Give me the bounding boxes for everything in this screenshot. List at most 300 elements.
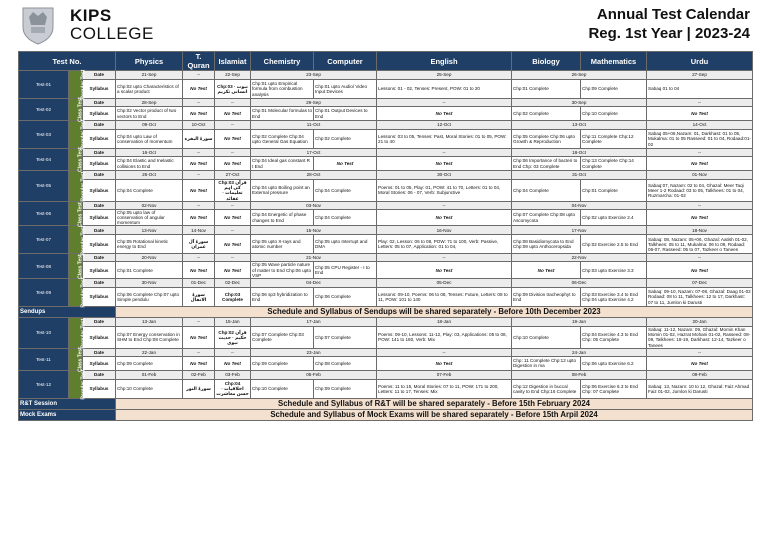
test-type-label: Class Test <box>77 147 84 173</box>
date-islamiat: -- <box>215 149 251 157</box>
test-type <box>69 70 87 100</box>
date-urdu: 18-Nov <box>647 226 753 235</box>
date-label: Date <box>83 254 116 262</box>
test-type <box>69 254 83 279</box>
calendar-body <box>19 71 753 421</box>
date-quran: -- <box>183 318 215 327</box>
date-physics: 16-Oct <box>116 149 183 157</box>
syllabus-mathematics: Chp:09 Complete <box>581 80 647 99</box>
syllabus-urdu: Sabaq: 08, Nazam: 05+06, Ghazal: Aatish 01-02, Talkhees: 05 to 11, Mukalma: 06 to 09, Rodaad: 06-07, Rasseed: 05 to 07, Tazkeer o Tanees <box>647 235 753 254</box>
test-type-label: Regular Test <box>80 369 87 400</box>
college-crest-icon <box>20 5 56 45</box>
date-islamiat: 22-Sep <box>215 71 251 80</box>
date-chem-computer: 03-Nov <box>251 201 377 209</box>
brand-name: KIPS <box>70 6 112 25</box>
syllabus-mathematics: Chp:01 Complete <box>581 180 647 202</box>
syllabus-chemistry: Chp:10 Complete <box>251 379 314 398</box>
syllabus-urdu: No Test <box>647 209 753 226</box>
date-chem-computer: 23-Sep <box>251 71 377 80</box>
col-computer: Computer <box>314 52 377 71</box>
syllabus-islamiat: Chp:03 قرآن کی اہم تعلیمات · عقائد <box>215 180 251 202</box>
test-type <box>69 318 87 349</box>
date-chem-computer: 29-Sep <box>251 99 377 107</box>
syllabus-computer: Chp:01 Output Devices to End <box>314 107 377 121</box>
test-type <box>69 120 87 150</box>
syllabus-label: Syllabus <box>83 180 116 202</box>
syllabus-mathematics: Chp:03 upto Exercise 3.3 <box>581 262 647 279</box>
date-bio-math: 24-Jan <box>512 348 647 356</box>
date-bio-math: 22-Nov <box>512 254 647 262</box>
test-type-label: Class Test <box>77 254 84 280</box>
syllabus-row <box>19 130 753 149</box>
col-biology: Biology <box>512 52 581 71</box>
date-chem-computer: 21-Nov <box>251 254 377 262</box>
date-urdu: -- <box>647 201 753 209</box>
date-english: 12-Oct <box>377 121 512 130</box>
syllabus-mathematics: Chp:13 Complete Chp:14 Complete <box>581 157 647 171</box>
mock-note: Schedule and Syllabus of Mock Exams will be shared separately - Before 15th Arpil 2024 <box>116 409 753 420</box>
syllabus-label: Syllabus <box>83 262 116 279</box>
syllabus-biology: Chp:12 Digestion in buccal cavity to End Chp:16 Complete <box>512 379 581 398</box>
syllabus-physics: Chp:04 Elastic and Inelastic collisions to End <box>116 157 183 171</box>
syllabus-label: Syllabus <box>83 209 116 226</box>
date-islamiat: 15-Jan <box>215 318 251 327</box>
date-islamiat: -- <box>215 226 251 235</box>
syllabus-english: No Test <box>377 107 512 121</box>
syllabus-row <box>19 262 753 279</box>
test-name: Test-01 <box>19 71 69 99</box>
syllabus-row <box>19 157 753 171</box>
syllabus-computer: Chp:06 Complete <box>314 288 377 307</box>
syllabus-urdu: Sabaq 01 to 04 <box>647 80 753 99</box>
syllabus-quran: سورۃ النور <box>183 379 215 398</box>
date-urdu: 27-Sep <box>647 71 753 80</box>
syllabus-quran: No Test <box>183 107 215 121</box>
syllabus-physics: Chp:05 upto law of conservation of angular momentum <box>116 209 183 226</box>
syllabus-mathematics: Chp:10 Complete <box>581 107 647 121</box>
syllabus-quran: No Test <box>183 180 215 202</box>
syllabus-english: Lessons: 09-10, Poems: 06 to 08, Tenses: Future, Letters: 08 to 11, POW: 101 to 140 <box>377 288 512 307</box>
date-physics: 09-Oct <box>116 121 183 130</box>
test-type-label: Class Test <box>77 201 84 227</box>
date-physics: 26-Oct <box>116 171 183 180</box>
syllabus-urdu: Sabaq 05+06,Nazam: 01, Darkhast: 01 to 05, Mukalma: 01 to 05 Rasseed: 01 to 04, Rodaad:01-02 <box>648 131 751 147</box>
syllabus-quran: No Test <box>183 209 215 226</box>
syllabus-mathematics: Chp:06 Exercise 6.3 to End Chp: 07 Complete <box>581 379 647 398</box>
date-label: Date <box>83 149 116 157</box>
syllabus-islamiat: No Test <box>215 262 251 279</box>
syllabus-row <box>19 80 753 99</box>
syllabus-row <box>19 209 753 226</box>
date-row <box>19 279 753 288</box>
date-label: Date <box>83 348 116 356</box>
date-chem-computer: 11-Oct <box>251 121 377 130</box>
syllabus-biology: No Test <box>512 262 581 279</box>
test-calendar-table <box>18 51 753 421</box>
date-english: -- <box>377 348 512 356</box>
date-label: Date <box>83 318 116 327</box>
syllabus-computer: Chp:01 upto Audio/ Video Input Devices <box>314 80 377 99</box>
syllabus-chemistry: Chp:05 Wave particle nature of matter to End Chp:06 upto VSP <box>251 262 314 279</box>
date-label: Date <box>83 121 116 130</box>
date-islamiat: 03-Feb <box>215 370 251 379</box>
syllabus-computer: No Test <box>314 157 377 171</box>
syllabus-english: Poems: 09-10, Lessons: 11-12, Play: 03, Applications: 05 to 08, POW: 141 to 180, Verb: Mix <box>377 327 512 349</box>
date-physics: 01-Feb <box>116 370 183 379</box>
date-chem-computer: 04-Dec <box>251 279 377 288</box>
syllabus-mathematics: Chp:02 Exercise 2.5 to End <box>581 235 647 254</box>
date-label: Date <box>83 279 116 288</box>
syllabus-urdu: Sabaq: 13, Nazam: 10 to 12, Ghazal: Faiz Ahmad Faiz 01-02, Jumlon ki Darusti <box>647 379 753 398</box>
syllabus-quran: سورۃ البقرہ <box>183 130 215 149</box>
syllabus-quran: No Test <box>183 327 215 349</box>
syllabus-row <box>19 288 753 307</box>
sendups-row <box>19 307 753 318</box>
col-physics: Physics <box>116 52 183 71</box>
syllabus-islamiat: No Test <box>215 130 251 149</box>
syllabus-chemistry: Chp:04 Energetic of phase changes to End <box>251 209 314 226</box>
syllabus-chemistry: Chp:05 upto X-rays and atomic number <box>251 235 314 254</box>
syllabus-label: Syllabus <box>83 130 116 149</box>
page-title: Annual Test Calendar <box>596 6 750 23</box>
test-type <box>69 225 87 256</box>
syllabus-english: Poems: 01 to 05, Play: 01, POW: 41 to 70, Letters: 01 to 04, Moral Stories: 06 - 07, Verb: Subjunctive <box>377 180 512 202</box>
date-row <box>19 171 753 180</box>
date-quran: -- <box>183 348 215 356</box>
syllabus-computer: Chp:05 upto Interrupt and DMA <box>314 235 377 254</box>
col-islamiat: Islamiat <box>215 52 251 71</box>
syllabus-urdu: No Test <box>647 356 753 370</box>
date-bio-math: 04-Nov <box>512 201 647 209</box>
date-quran: -- <box>183 254 215 262</box>
date-bio-math: 17-Nov <box>512 226 647 235</box>
test-type <box>69 201 83 226</box>
date-bio-math: 26-Sep <box>512 71 647 80</box>
syllabus-computer: Chp:02 Complete <box>314 130 377 149</box>
col-english: English <box>377 52 512 71</box>
syllabus-quran: سورۃ الانفال <box>183 288 215 307</box>
date-quran: -- <box>183 99 215 107</box>
syllabus-physics: Chp:09 Complete <box>116 356 183 370</box>
syllabus-computer: Chp:08 Complete <box>314 356 377 370</box>
test-type-label: Class Test <box>77 347 84 373</box>
syllabus-urdu: No Test <box>647 107 753 121</box>
mock-label: Mock Exams <box>19 409 116 420</box>
date-english: -- <box>377 254 512 262</box>
syllabus-label: Syllabus <box>83 235 116 254</box>
syllabus-chemistry: Chp:04 upto Boiling point an External pressure <box>251 180 314 202</box>
test-name: Test-07 <box>19 226 69 254</box>
date-physics: 30-Nov <box>116 279 183 288</box>
syllabus-quran: سورۃ آل عمران <box>183 235 215 254</box>
syllabus-biology: Chp:01 Complete <box>512 80 581 99</box>
date-urdu: -- <box>647 99 753 107</box>
date-row <box>19 348 753 356</box>
date-urdu: 14-Oct <box>647 121 753 130</box>
date-islamiat: -- <box>215 254 251 262</box>
date-urdu: -- <box>647 254 753 262</box>
syllabus-label: Syllabus <box>83 80 116 99</box>
date-urdu: 09-Feb <box>647 370 753 379</box>
syllabus-biology: Chp:04 Complete <box>512 180 581 202</box>
date-bio-math: 19-Jan <box>512 318 647 327</box>
syllabus-mathematics: Chp:06 upto Exercise 6.2 <box>581 356 647 370</box>
syllabus-biology: Chp:09 Division tracheophyt to End <box>512 288 581 307</box>
syllabus-islamiat: No Test <box>215 356 251 370</box>
date-physics: 21-Sep <box>116 71 183 80</box>
syllabus-row <box>19 107 753 121</box>
date-quran: -- <box>183 71 215 80</box>
date-bio-math: 18-Oct <box>512 149 647 157</box>
syllabus-label: Syllabus <box>83 379 116 398</box>
syllabus-physics: Chp:04 upto Law of conservation of momentum <box>116 130 183 149</box>
date-row <box>19 226 753 235</box>
date-quran: 01-Dec <box>183 279 215 288</box>
syllabus-row <box>19 327 753 349</box>
syllabus-urdu: No Test <box>647 157 753 171</box>
date-english: 25-Sep <box>377 71 512 80</box>
test-type <box>69 149 83 171</box>
date-label: Date <box>83 99 116 107</box>
date-label: Date <box>83 201 116 209</box>
syllabus-label: Syllabus <box>83 288 116 307</box>
syllabus-chemistry: Chp:01 upto Empirical formula from combustion analysis <box>251 80 314 99</box>
syllabus-islamiat: No Test <box>215 157 251 171</box>
date-urdu: 01-Nov <box>647 171 753 180</box>
syllabus-row <box>19 356 753 370</box>
test-name: Test-12 <box>19 370 69 398</box>
syllabus-quran: No Test <box>183 157 215 171</box>
date-english: 05-Dec <box>377 279 512 288</box>
test-name: Test-06 <box>19 201 69 226</box>
rt-row <box>19 398 753 409</box>
syllabus-chemistry: Chp:09 Complete <box>251 356 314 370</box>
brand-subtitle: COLLEGE <box>70 24 154 43</box>
date-quran: -- <box>183 201 215 209</box>
date-islamiat: -- <box>215 121 251 130</box>
syllabus-mathematics: Chp:03 Exercise 3.4 to End Chp:04 upto Exercise 4.2 <box>581 288 647 307</box>
test-name: Test-05 <box>19 171 69 202</box>
date-physics: 20-Nov <box>116 254 183 262</box>
mock-row <box>19 409 753 420</box>
syllabus-quran: No Test <box>183 262 215 279</box>
date-islamiat: 02-Dec <box>215 279 251 288</box>
date-row <box>19 149 753 157</box>
date-row <box>19 99 753 107</box>
syllabus-label: Syllabus <box>83 107 116 121</box>
test-type <box>69 347 84 373</box>
date-physics: 28-Sep <box>116 99 183 107</box>
syllabus-physics: Chp:02 Vector product of two vectors to End <box>116 107 183 121</box>
syllabus-biology: Chp:02 Complete <box>512 107 581 121</box>
col-mathematics: Mathematics <box>581 52 647 71</box>
syllabus-physics: Chp:02 upto Characteristics of a scalar product <box>116 80 183 99</box>
syllabus-urdu: Sabaq: 11-12, Nazam: 09, Ghazal: Momin Khan Momin 01-02, Hazrat Mohani 01-02, Rasseed: 08-09, Talkhees: 18-19, Darkhast: 12-14, Tazkeer o Tanees <box>647 327 753 349</box>
test-name: Test-08 <box>19 254 69 279</box>
col-chemistry: Chemistry <box>251 52 314 71</box>
syllabus-mathematics: Chp:02 upto Exercise 2.4 <box>581 209 647 226</box>
syllabus-computer: Chp:04 Complete <box>314 180 377 202</box>
syllabus-english: Play: 02, Lesson: 06 to 08, POW: 71 to 100, Verb: Passive, Letters: 05 to 07, Application: 01 to 04, <box>377 235 512 254</box>
date-row <box>19 370 753 379</box>
syllabus-biology: Chp:06 Importance of bacteri to End Chp: 03 Complete <box>512 157 581 171</box>
syllabus-urdu: No Test <box>647 262 753 279</box>
syllabus-biology: Chp:08 Basidiomycota to End Chp:09 upto Anthoceropsida <box>512 235 581 254</box>
rt-note: Schedule and Syllabus of R&T will be shared separately - Before 15th February 2024 <box>116 398 753 409</box>
syllabus-chemistry: Chp:02 Complete Chp:04 upto General Gas Equation <box>251 130 314 149</box>
date-row <box>19 254 753 262</box>
syllabus-chemistry: Chp:04 Ideal gas constant R t End <box>251 157 314 171</box>
date-urdu: -- <box>647 348 753 356</box>
date-bio-math: 06-Dec <box>512 279 647 288</box>
test-type-label: Class Test <box>77 97 84 123</box>
syllabus-physics: Chp:10 Complete <box>116 379 183 398</box>
test-name: Test-11 <box>19 348 69 370</box>
date-quran: 02-Feb <box>183 370 215 379</box>
syllabus-english: Lessons: 03 to 05, Tenses: Past, Moral Stories: 01 to 05, POW: 21 to 40 <box>377 130 512 149</box>
test-type-label: Regular Test <box>80 318 87 349</box>
test-type <box>69 171 87 202</box>
syllabus-label: Syllabus <box>83 327 116 349</box>
syllabus-chemistry: Chp:06 sp3 hybridization to End <box>251 288 314 307</box>
syllabus-english: No Test <box>377 262 512 279</box>
date-english: 07-Feb <box>377 370 512 379</box>
syllabus-chemistry: Chp:01 Molecular formulas to End <box>252 108 313 119</box>
date-label: Date <box>83 171 116 180</box>
date-chem-computer: 28-Oct <box>251 171 377 180</box>
date-physics: 02-Nov <box>116 201 183 209</box>
date-physics: 13-Jan <box>116 318 183 327</box>
date-row <box>19 318 753 327</box>
date-label: Date <box>83 71 116 80</box>
test-type <box>69 278 87 308</box>
syllabus-english: Lessons: 01 - 02, Tenses: Present, POW: 01 to 20 <box>377 80 512 99</box>
date-label: Date <box>83 370 116 379</box>
test-name: Test-04 <box>19 149 69 171</box>
col-test-no: Test No. <box>19 52 116 71</box>
syllabus-english: No Test <box>377 356 512 370</box>
test-name: Test-10 <box>19 318 69 349</box>
syllabus-physics: Chp:04 Complete <box>116 180 183 202</box>
syllabus-quran: No Test <box>183 356 215 370</box>
date-bio-math: 30-Sep <box>512 99 647 107</box>
date-row <box>19 71 753 80</box>
page-subtitle: Reg. 1st Year | 2023-24 <box>588 25 750 42</box>
date-label: Date <box>83 226 116 235</box>
syllabus-islamiat: Chp:03 Complete <box>215 288 251 307</box>
date-physics: 13-Nov <box>116 226 183 235</box>
header-row <box>19 52 753 71</box>
syllabus-islamiat: No Test <box>215 235 251 254</box>
sendups-label: Sendups <box>19 307 116 318</box>
syllabus-computer: Chp:04 Complete <box>314 209 377 226</box>
syllabus-chemistry: Chp:07 Complete Chp:03 Complete <box>251 327 314 349</box>
date-english: -- <box>377 149 512 157</box>
date-bio-math: 13-Oct <box>512 121 647 130</box>
test-type-label: Regular Test <box>80 120 87 150</box>
syllabus-islamiat: No Test <box>215 107 251 121</box>
date-chem-computer: 15-Nov <box>251 226 377 235</box>
date-chem-computer: 05-Feb <box>251 370 377 379</box>
col-urdu: Urdu <box>647 52 753 71</box>
syllabus-physics: Chp:06 Complete Chp:07 upto Simple pendulu <box>116 288 183 307</box>
date-english: 18-Jan <box>377 318 512 327</box>
syllabus-english: No Test <box>377 157 512 171</box>
date-physics: 22-Jan <box>116 348 183 356</box>
syllabus-urdu: Sabaq:07, Nazam: 02 to 04, Ghazal: Meer Taqi Meer 1-2 Rodaad: 03 to 05, Talkhees: 01 to 04, Ruzmarcha: 01-02 <box>647 180 753 202</box>
syllabus-physics: Chp:01 Complete <box>116 262 183 279</box>
date-english: 30-Oct <box>377 171 512 180</box>
date-quran: 10-Oct <box>183 121 215 130</box>
syllabus-islamiat: Chp:03 نبوت · انسانی تکریم <box>215 80 251 99</box>
test-type <box>69 369 87 400</box>
syllabus-row <box>19 180 753 202</box>
date-quran: 14-Nov <box>183 226 215 235</box>
syllabus-islamiat: No Test <box>215 209 251 226</box>
syllabus-computer: Chp:07 Complete <box>314 327 377 349</box>
syllabus-biology: Chp:07 Complete Chp:08 upto Ascomycota <box>512 209 581 226</box>
syllabus-computer: Chp:05 CPU Register - I to End <box>314 262 377 279</box>
date-islamiat: 27-Oct <box>215 171 251 180</box>
syllabus-row <box>19 235 753 254</box>
col-quran: T. Quran <box>183 52 215 71</box>
syllabus-row <box>19 379 753 398</box>
syllabus-biology: Chp: 11 Complete Chp:12 upto Digestion in ma <box>512 356 581 370</box>
test-name: Test-02 <box>19 99 69 121</box>
test-type-label: Regular Test <box>80 225 87 256</box>
syllabus-english: Poems: 11 to 15, Moral Stories: 07 to 11, POW: 171 to 200, Letters: 11 to 17, Tenses: Mix <box>377 379 512 398</box>
syllabus-urdu: Sabaq: 09-10, Nazam: 07-08, Ghazal: Daag 01-02 Rodaad: 08 to 11, Talkhees: 12 to 17, Darkhast: 07 to 11, Jumlon ki Darusti <box>648 289 751 305</box>
syllabus-islamiat: Chp:04 اخلاقیات · حسن معاشرت <box>216 381 249 397</box>
date-quran: -- <box>183 171 215 180</box>
date-urdu: 07-Dec <box>647 279 753 288</box>
page-header <box>0 0 768 50</box>
test-type <box>69 99 83 121</box>
date-islamiat: -- <box>215 99 251 107</box>
date-urdu: -- <box>647 149 753 157</box>
date-chem-computer: 17-Oct <box>251 149 377 157</box>
syllabus-biology: Chp:10 Complete <box>512 327 581 349</box>
date-english: 16-Nov <box>377 226 512 235</box>
date-row <box>19 201 753 209</box>
syllabus-english: No Test <box>377 209 512 226</box>
syllabus-computer: Chp:09 Complete <box>314 379 377 398</box>
syllabus-mathematics: Chp:11 Complete Chp:12 Complete <box>581 130 647 149</box>
sendups-note: Schedule and Syllabus of Sendups will be shared separately - Before 10th December 2023 <box>116 307 753 318</box>
date-islamiat: -- <box>215 348 251 356</box>
date-urdu: 20-Jan <box>647 318 753 327</box>
date-islamiat: -- <box>215 201 251 209</box>
syllabus-mathematics: Chp:04 Exercise 4.3 to End Chp: 05 Complete <box>581 327 647 349</box>
test-type-label: Regular Test <box>80 70 87 100</box>
date-bio-math: 31-Oct <box>512 171 647 180</box>
date-chem-computer: 17-Jan <box>251 318 377 327</box>
syllabus-label: Syllabus <box>83 157 116 171</box>
test-type-label: Regular Test <box>80 171 87 202</box>
syllabus-islamiat: Chp:02 قرآن حکیم · حدیث نبوی <box>215 327 251 349</box>
syllabus-quran: No Test <box>183 80 215 99</box>
date-chem-computer: 23-Jan <box>251 348 377 356</box>
date-quran: -- <box>183 149 215 157</box>
date-row <box>19 121 753 130</box>
test-type-label: Regular Test <box>80 278 87 308</box>
syllabus-biology: Chp:05 Complete Chp:06 upto Growth & Reproduction <box>512 130 581 149</box>
test-name: Test-03 <box>19 121 69 149</box>
date-bio-math: 08-Feb <box>512 370 647 379</box>
rt-label: R&T Session <box>19 398 116 409</box>
syllabus-physics: Chp:07 Energy conservation in SHM to End Chp:08 Complete <box>116 327 183 349</box>
date-english: -- <box>377 99 512 107</box>
